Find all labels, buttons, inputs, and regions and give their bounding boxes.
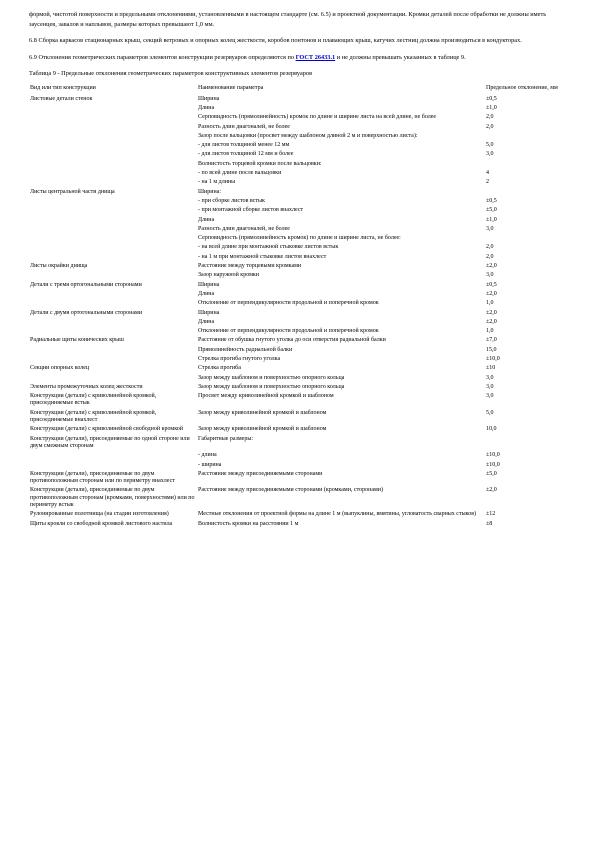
- cell-max-deviation: [485, 435, 569, 452]
- cell-construction-type: [29, 114, 197, 123]
- cell-parameter-name: Длина: [198, 216, 215, 223]
- cell-construction-type: [29, 170, 197, 179]
- cell-construction-type: [29, 104, 197, 113]
- header-max-deviation: Предельное отклонение, мм: [486, 84, 558, 91]
- cell-construction-type: Детали с тремя ортогональными сторонами: [30, 281, 142, 288]
- cell-parameter-name: - на 1 м при монтажной стыковке листов внахлест: [198, 253, 327, 260]
- cell-max-deviation: ±10,0: [486, 355, 500, 362]
- cell-construction-type: Конструкции (детали) с криволинейной кромкой, присоединяемые встык: [30, 393, 157, 407]
- cell-construction-type: [29, 123, 197, 132]
- cell-parameter-name: Ширина: [198, 281, 220, 288]
- cell-parameter-name: Зазор между шаблоном и поверхностью опорного кольца: [198, 383, 345, 390]
- cell-parameter-name: Расстояние от обушка гнутого уголка до оси отверстия радиальной балки: [198, 337, 386, 344]
- cell-construction-type: [29, 142, 197, 151]
- cell-max-deviation: 3,0: [486, 383, 494, 390]
- table-row: [29, 244, 569, 253]
- cell-max-deviation: ±10: [486, 365, 496, 372]
- cell-max-deviation: ±0,5: [486, 281, 497, 288]
- table-row: [29, 520, 569, 529]
- cell-max-deviation: [485, 235, 569, 244]
- table-row: [29, 114, 569, 123]
- cell-max-deviation: ±5,0: [486, 470, 497, 477]
- paragraph-6-9: [29, 53, 569, 63]
- cell-parameter-name: Расстояние между присоединяемыми сторонами (кромками, сторонами): [198, 487, 383, 494]
- table-row: [29, 435, 569, 452]
- cell-max-deviation: [485, 188, 569, 197]
- cell-parameter-name: Волнистость кромки на расстоянии 1 м: [198, 520, 299, 527]
- table-row: [29, 272, 569, 281]
- cell-construction-type: Детали с двумя ортогональными сторонами: [30, 309, 143, 316]
- cell-max-deviation: 5,0: [486, 142, 494, 149]
- cell-max-deviation: 5,0: [486, 409, 494, 416]
- cell-parameter-name: Стрелка прогиба: [198, 365, 241, 372]
- cell-max-deviation: 1,0: [486, 328, 494, 335]
- cell-parameter-name: - на 1 м длины: [198, 179, 236, 186]
- cell-construction-type: [29, 318, 197, 327]
- cell-max-deviation: 3,0: [486, 225, 494, 232]
- table-row: [29, 374, 569, 383]
- table-row: [29, 309, 569, 318]
- cell-max-deviation: 3,0: [486, 374, 494, 381]
- paragraph-6-9-text-start: 6.9 Отклонения геометрических параметров элементов конструкции резервуаров определяются по: [29, 53, 296, 61]
- table-row: [29, 409, 569, 426]
- table-row: [29, 188, 569, 197]
- paragraph-6-9-text-end: и не должны превышать указанных в таблице 9.: [335, 53, 466, 61]
- table-caption: Таблица 9 - Предельные отклонения геометрических параметров конструктивных элементов резервуаров: [29, 70, 313, 78]
- cell-parameter-name: Зазор между шаблоном и поверхностью опорного кольца: [198, 374, 345, 381]
- cell-max-deviation: [485, 132, 569, 141]
- cell-construction-type: [29, 346, 197, 355]
- cell-parameter-name: - при монтажной сборке листов внахлест: [198, 207, 304, 214]
- table-row: [29, 207, 569, 216]
- cell-max-deviation: ±0,5: [486, 197, 497, 204]
- table-row: [29, 318, 569, 327]
- cell-max-deviation: ±2,0: [486, 263, 497, 270]
- cell-construction-type: [29, 151, 197, 160]
- cell-construction-type: [29, 132, 197, 141]
- cell-construction-type: [29, 290, 197, 299]
- cell-max-deviation: [485, 160, 569, 169]
- cell-max-deviation: 2,0: [486, 253, 494, 260]
- cell-max-deviation: 2,0: [486, 114, 494, 121]
- cell-parameter-name: Длина: [198, 104, 215, 111]
- table-row: [29, 216, 569, 225]
- cell-parameter-name: Зазор после вальцовки (просвет между шаблоном длиной 2 м и поверхностью листа):: [198, 132, 418, 139]
- cell-parameter-name: - длина: [198, 452, 217, 459]
- cell-max-deviation: ±10,0: [486, 452, 500, 459]
- cell-construction-type: Радиальные щиты конических крыш: [30, 337, 124, 344]
- table-row: [29, 290, 569, 299]
- table-row: [29, 328, 569, 337]
- cell-construction-type: [29, 374, 197, 383]
- cell-max-deviation: 2: [486, 179, 489, 186]
- cell-max-deviation: 15,0: [486, 346, 497, 353]
- table-row: [29, 346, 569, 355]
- cell-max-deviation: ±12: [486, 511, 496, 518]
- cell-construction-type: Конструкции (детали), присоединяемые по двум противоположным сторонам (кромками, поверхностями) или по периметру встык: [30, 487, 195, 509]
- cell-max-deviation: ±5,0: [486, 207, 497, 214]
- cell-construction-type: Секции опорных колец: [30, 365, 90, 372]
- cell-construction-type: Листы окрайки днища: [30, 263, 88, 270]
- cell-parameter-name: - ширина: [198, 461, 222, 468]
- table-row: [29, 95, 569, 104]
- table-row: [29, 132, 569, 141]
- cell-construction-type: [29, 225, 197, 234]
- cell-parameter-name: Местные отклонения от проектной формы на длине 1 м (выпуклины, вмятины, угловатость сварных стыков): [198, 511, 477, 518]
- cell-construction-type: [29, 461, 197, 470]
- cell-max-deviation: ±1,0: [486, 216, 497, 223]
- cell-construction-type: [29, 160, 197, 169]
- cell-construction-type: [29, 207, 197, 216]
- table-row: [29, 197, 569, 206]
- cell-parameter-name: Серповидность (прямолинейность кромок) по длине и ширине листа, не более:: [198, 235, 401, 242]
- cell-max-deviation: ±0,5: [486, 95, 497, 102]
- cell-construction-type: [29, 452, 197, 461]
- cell-max-deviation: ±2,0: [486, 318, 497, 325]
- cell-parameter-name: Отклонение от перпендикулярности продольной и поперечной кромок: [198, 300, 379, 307]
- cell-max-deviation: 2,0: [486, 244, 494, 251]
- cell-construction-type: Конструкции (детали), присоединяемые по одной стороне или двум смежным сторонам: [30, 435, 190, 449]
- cell-construction-type: [29, 197, 197, 206]
- table-body: [29, 95, 569, 529]
- cell-max-deviation: ±10,0: [486, 461, 500, 468]
- cell-parameter-name: Прямолинейность радиальной балки: [198, 346, 293, 353]
- table-row: [29, 179, 569, 188]
- cell-parameter-name: - на всей длине при монтажной стыковке листов встык: [198, 244, 339, 251]
- cell-parameter-name: Расстояние между торцевыми кромками: [198, 263, 302, 270]
- cell-construction-type: [29, 253, 197, 262]
- table-row: [29, 151, 569, 160]
- cell-construction-type: [29, 355, 197, 364]
- table-row: [29, 235, 569, 244]
- cell-construction-type: [29, 272, 197, 281]
- cell-parameter-name: Зазор наружной кромки: [198, 272, 260, 279]
- gost-link[interactable]: ГОСТ 26433.1: [295, 53, 336, 61]
- table-row: [29, 170, 569, 179]
- cell-max-deviation: 2,0: [486, 123, 494, 130]
- cell-max-deviation: 10,0: [486, 426, 497, 433]
- table-row: [29, 123, 569, 132]
- cell-construction-type: Элементы промежуточных колец жесткости: [30, 383, 143, 390]
- cell-construction-type: Щиты кровли со свободной кромкой листового настила: [30, 520, 173, 527]
- cell-construction-type: [29, 244, 197, 253]
- cell-parameter-name: Зазор между криволинейной кромкой и шаблоном: [198, 426, 327, 433]
- table-row: [29, 355, 569, 364]
- cell-construction-type: [29, 179, 197, 188]
- cell-construction-type: Конструкции (детали) с криволинейной свободной кромкой: [30, 426, 184, 433]
- cell-parameter-name: - по всей длине после вальцовки: [198, 170, 282, 177]
- cell-max-deviation: 1,0: [486, 300, 494, 307]
- deviations-table: [29, 84, 569, 529]
- table-row: [29, 461, 569, 470]
- cell-construction-type: Листы центральной части днища: [30, 188, 115, 195]
- cell-construction-type: Конструкции (детали) с криволинейной кромкой, присоединяемые внахлест: [30, 409, 157, 424]
- cell-max-deviation: ±7,0: [486, 337, 497, 344]
- cell-parameter-name: Разность длин диагоналей, не более: [198, 123, 290, 130]
- cell-parameter-name: Серповидность (прямолинейность) кромок по длине и ширине листа на всей длине, не более: [198, 114, 437, 121]
- cell-parameter-name: Ширина: [198, 95, 220, 102]
- table-row: [29, 470, 569, 487]
- table-row: [29, 452, 569, 461]
- table-row: [29, 281, 569, 290]
- cell-max-deviation: ±8: [486, 520, 493, 527]
- table-row: [29, 104, 569, 113]
- cell-parameter-name: Отклонение от перпендикулярности продольной и поперечной кромок: [198, 328, 379, 335]
- cell-parameter-name: Зазор между криволинейной кромкой и шаблоном: [198, 409, 327, 416]
- cell-construction-type: [29, 235, 197, 244]
- cell-parameter-name: Расстояние между присоединяемыми сторонами: [198, 470, 323, 477]
- table-row: [29, 511, 569, 520]
- cell-parameter-name: Разность длин диагоналей, не более: [198, 225, 290, 232]
- cell-construction-type: Конструкции (детали), присоединяемые по двум противоположным сторонам или по периметру внахлест: [30, 470, 175, 485]
- cell-parameter-name: Ширина:: [198, 188, 222, 195]
- table-row: [29, 263, 569, 272]
- cell-parameter-name: Ширина: [198, 309, 220, 316]
- paragraph-surface-quality: формой, чистотой поверхности и предельными отклонениями, установленными в настоящем стандарте (см. 6.5) и проектной документации. Кромки деталей после обработки не должны иметь заусенцев, завалов и наплывов, размеры которых превышают 1,0 мм.: [29, 11, 547, 28]
- table-row: [29, 253, 569, 262]
- cell-max-deviation: 4: [486, 170, 489, 177]
- cell-max-deviation: 3,0: [486, 151, 494, 158]
- header-parameter-name: Наименование параметра: [198, 84, 264, 91]
- cell-parameter-name: Просвет между криволинейной кромкой и шаблоном: [198, 393, 334, 400]
- paragraph-6-8: 6.8 Сборка каркасов стационарных крыш, секций ветровых и опорных колец жесткости, коробов понтонов и плавающих крыш, катучих лестниц должна производиться в кондукторах.: [29, 37, 522, 45]
- cell-parameter-name: Длина: [198, 290, 215, 297]
- table-row: [29, 337, 569, 346]
- cell-construction-type: [29, 300, 197, 309]
- header-construction-type: Вид или тип конструкции: [30, 84, 96, 91]
- cell-construction-type: [29, 216, 197, 225]
- table-row: [29, 487, 569, 511]
- cell-max-deviation: 3,0: [486, 393, 494, 400]
- cell-parameter-name: - для листов толщиной 12 мм и более: [198, 151, 294, 158]
- cell-parameter-name: Стрелка прогиба гнутого уголка: [198, 355, 281, 362]
- table-header-row: [29, 84, 569, 95]
- cell-max-deviation: ±2,0: [486, 290, 497, 297]
- cell-max-deviation: ±2,0: [486, 487, 497, 494]
- cell-parameter-name: - для листов толщиной менее 12 мм: [198, 142, 290, 149]
- cell-construction-type: Рулонированные полотнища (на стадии изготовления): [30, 511, 169, 518]
- cell-max-deviation: ±1,0: [486, 104, 497, 111]
- table-row: [29, 142, 569, 151]
- table-row: [29, 300, 569, 309]
- table-row: [29, 365, 569, 374]
- cell-parameter-name: Волнистость торцевой кромки после вальцовки:: [198, 160, 322, 167]
- cell-parameter-name: Габаритные размеры:: [198, 435, 254, 442]
- table-row: [29, 160, 569, 169]
- table-row: [29, 426, 569, 435]
- cell-max-deviation: ±2,0: [486, 309, 497, 316]
- table-row: [29, 393, 569, 410]
- cell-parameter-name: Длина: [198, 318, 215, 325]
- table-row: [29, 383, 569, 392]
- cell-parameter-name: - при сборке листов встык: [198, 197, 265, 204]
- cell-max-deviation: 3,0: [486, 272, 494, 279]
- document-page: [29, 10, 569, 529]
- table-row: [29, 225, 569, 234]
- cell-construction-type: [29, 328, 197, 337]
- cell-construction-type: Листовые детали стенок: [30, 95, 93, 102]
